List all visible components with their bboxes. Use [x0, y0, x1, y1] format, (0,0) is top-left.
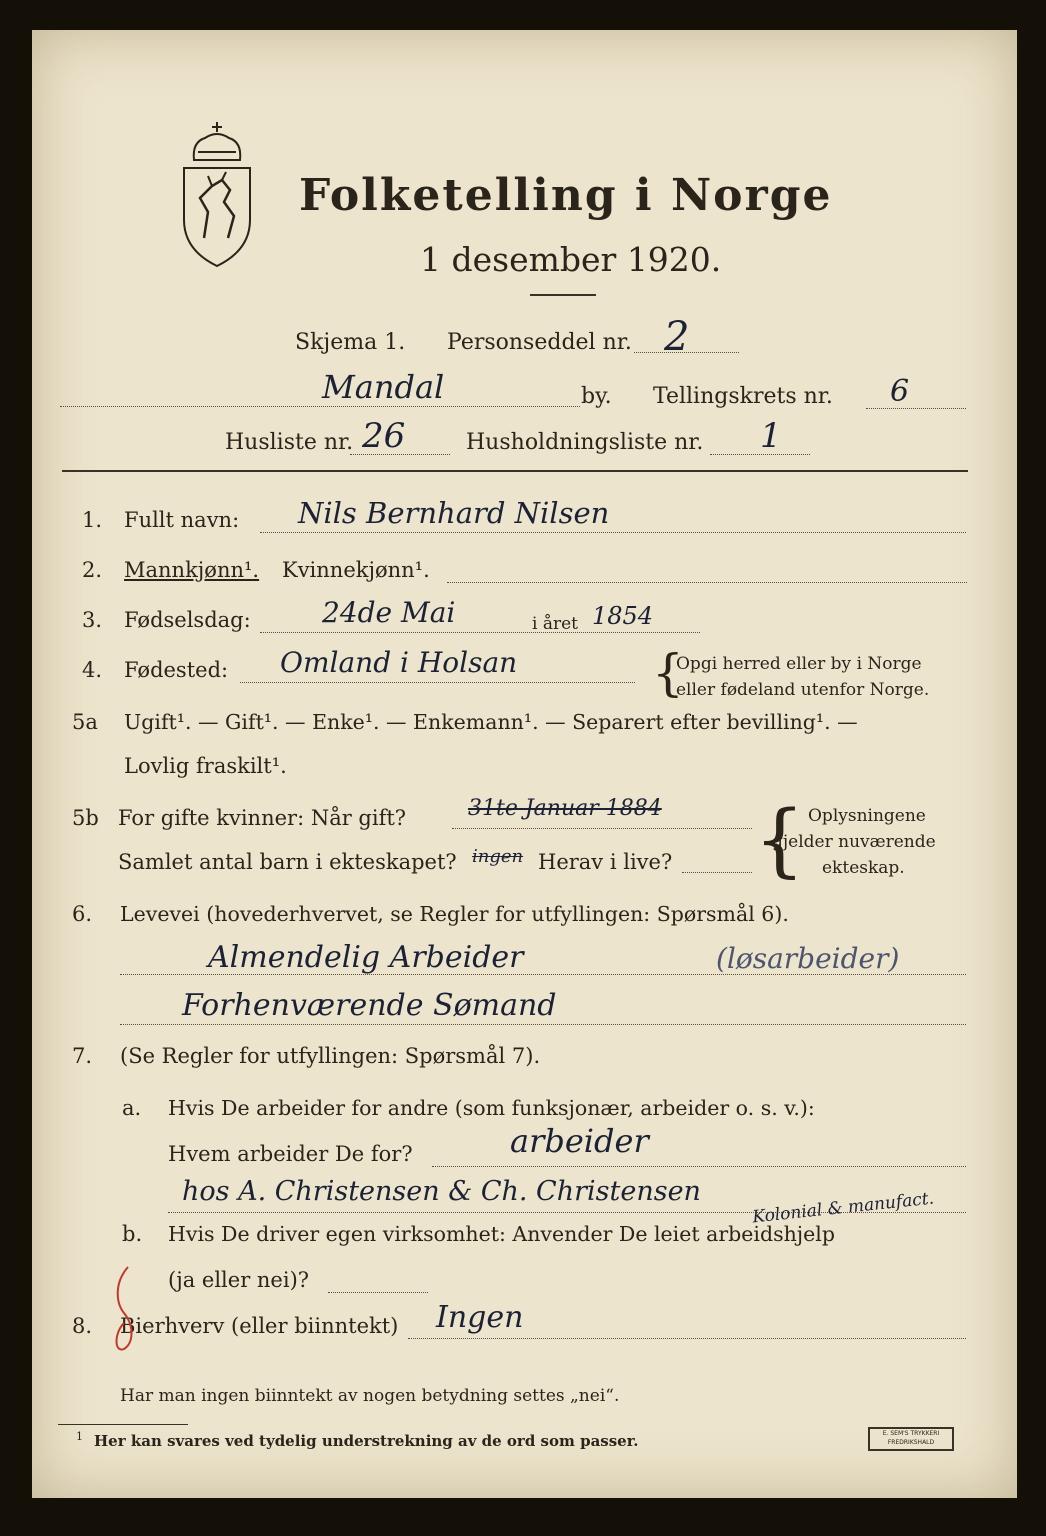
by-value[interactable]: Mandal — [322, 368, 445, 406]
coat-of-arms-icon — [172, 120, 262, 270]
q6-line-2 — [120, 1024, 966, 1025]
q6-value-1-note[interactable]: (løsarbeider) — [716, 942, 900, 975]
q4-number: 4. — [82, 658, 103, 682]
q4-note-1: Opgi herred eller by i Norge — [676, 654, 922, 674]
husliste-value[interactable]: 26 — [362, 416, 406, 456]
q7-label: (Se Regler for utfyllingen: Spørsmål 7). — [120, 1044, 541, 1068]
husholdning-value[interactable]: 1 — [760, 416, 782, 456]
q1-number: 1. — [82, 508, 103, 532]
q5b-number: 5b — [72, 806, 99, 830]
husliste-label: Husliste nr. — [225, 430, 354, 455]
q5b-line — [452, 828, 752, 829]
q7b-line — [328, 1292, 428, 1293]
husholdning-label: Husholdningsliste nr. — [466, 430, 704, 455]
tellingskrets-label: Tellingskrets nr. — [653, 384, 833, 409]
q6-number: 6. — [72, 902, 93, 926]
printer-stamp: E. SEM'S TRYKKERI FREDRIKSHALD — [868, 1427, 954, 1451]
tellingskrets-value[interactable]: 6 — [890, 374, 910, 409]
q3-year-value[interactable]: 1854 — [592, 602, 654, 630]
footnote-rule — [58, 1424, 188, 1425]
q8-label: Bierhverv (eller biinntekt) — [120, 1314, 399, 1338]
q2-male: Mannkjønn¹. — [124, 558, 260, 582]
q5a-line-2: Lovlig fraskilt¹. — [124, 754, 287, 778]
q4-note-2: eller fødeland utenfor Norge. — [676, 680, 930, 700]
q5b-value[interactable]: 31te Januar 1884 — [468, 796, 662, 821]
q8-number: 8. — [72, 1314, 93, 1338]
q6-line-1 — [120, 974, 966, 975]
q5b-children-value[interactable]: ingen — [472, 846, 524, 867]
form-date: 1 desember 1920. — [420, 240, 722, 279]
q6-value-1[interactable]: Almendelig Arbeider — [208, 940, 524, 975]
q7b-label: Hvis De driver egen virksomhet: Anvender De leiet arbeidshjelp — [168, 1222, 835, 1246]
q5a-line-1: Ugift¹. — Gift¹. — Enke¹. — Enkemann¹. — Separert efter bevilling¹. — — [124, 710, 858, 734]
q7a-letter: a. — [122, 1096, 142, 1120]
q4-value[interactable]: Omland i Holsan — [280, 646, 518, 679]
personseddel-label: Personseddel nr. — [447, 330, 632, 355]
q2-female: Kvinnekjønn¹. — [282, 558, 430, 582]
footnote-mark: 1 — [76, 1430, 83, 1443]
footnote: Her kan svares ved tydelig understrekning av de ord som passer. — [94, 1432, 639, 1450]
q7a-line-1 — [432, 1166, 966, 1167]
q5b-note-1: Oplysningene — [808, 806, 926, 826]
q5b-children-label: Samlet antal barn i ekteskapet? — [118, 850, 457, 874]
q4-line — [240, 682, 635, 683]
q5b-brace: { — [754, 793, 805, 886]
q1-line — [260, 532, 966, 533]
form-title: Folketelling i Norge — [299, 170, 833, 221]
q7b-letter: b. — [122, 1222, 143, 1246]
q7a-who-label: Hvem arbeider De for? — [168, 1142, 413, 1166]
q3-value[interactable]: 24de Mai — [322, 596, 456, 629]
by-line — [60, 406, 580, 407]
q7-number: 7. — [72, 1044, 93, 1068]
nei-note: Har man ingen biinntekt av nogen betydning settes „nei“. — [120, 1386, 620, 1406]
q7b-label-2: (ja eller nei)? — [168, 1268, 310, 1292]
q3-number: 3. — [82, 608, 103, 632]
q7a-value-3[interactable]: Kolonial & manufact. — [751, 1188, 935, 1228]
q7a-label: Hvis De arbeider for andre (som funksjonær, arbeider o. s. v.): — [168, 1096, 815, 1120]
q6-label: Levevei (hovederhvervet, se Regler for utfyllingen: Spørsmål 6). — [120, 902, 789, 926]
q2-line — [447, 582, 967, 583]
q1-value[interactable]: Nils Bernhard Nilsen — [298, 496, 610, 530]
q3-label: Fødselsdag: — [124, 608, 251, 632]
q5b-alive-label: Herav i live? — [538, 850, 673, 874]
q6-value-2[interactable]: Forhenværende Sømand — [182, 988, 557, 1023]
q5b-alive-line — [682, 872, 752, 873]
by-label: by. — [581, 384, 612, 409]
q5b-note-2: gjelder nuværende — [772, 832, 936, 852]
q8-value[interactable]: Ingen — [436, 1300, 524, 1335]
q3-line — [260, 632, 700, 633]
q5b-label: For gifte kvinner: Når gift? — [118, 806, 407, 830]
personseddel-value[interactable]: 2 — [664, 314, 690, 360]
q4-brace: { — [652, 644, 684, 702]
header-rule — [62, 470, 968, 472]
tellingskrets-line — [866, 408, 966, 409]
q3-year-label: i året — [532, 614, 578, 634]
q5b-note-3: ekteskap. — [822, 858, 905, 878]
q5a-number: 5a — [72, 710, 98, 734]
q8-line — [408, 1338, 966, 1339]
husliste-line — [350, 454, 450, 455]
q1-label: Fullt navn: — [124, 508, 240, 532]
q4-label: Fødested: — [124, 658, 229, 682]
personseddel-line — [634, 352, 739, 353]
census-form — [32, 30, 1017, 1498]
red-pencil-mark-icon — [110, 1263, 142, 1353]
q2-number: 2. — [82, 558, 103, 582]
husholdning-line — [710, 454, 810, 455]
q7a-value-2[interactable]: hos A. Christensen & Ch. Christensen — [182, 1176, 701, 1207]
title-divider — [530, 294, 596, 296]
skjema-label: Skjema 1. — [295, 330, 406, 355]
q7a-value[interactable]: arbeider — [510, 1122, 649, 1160]
